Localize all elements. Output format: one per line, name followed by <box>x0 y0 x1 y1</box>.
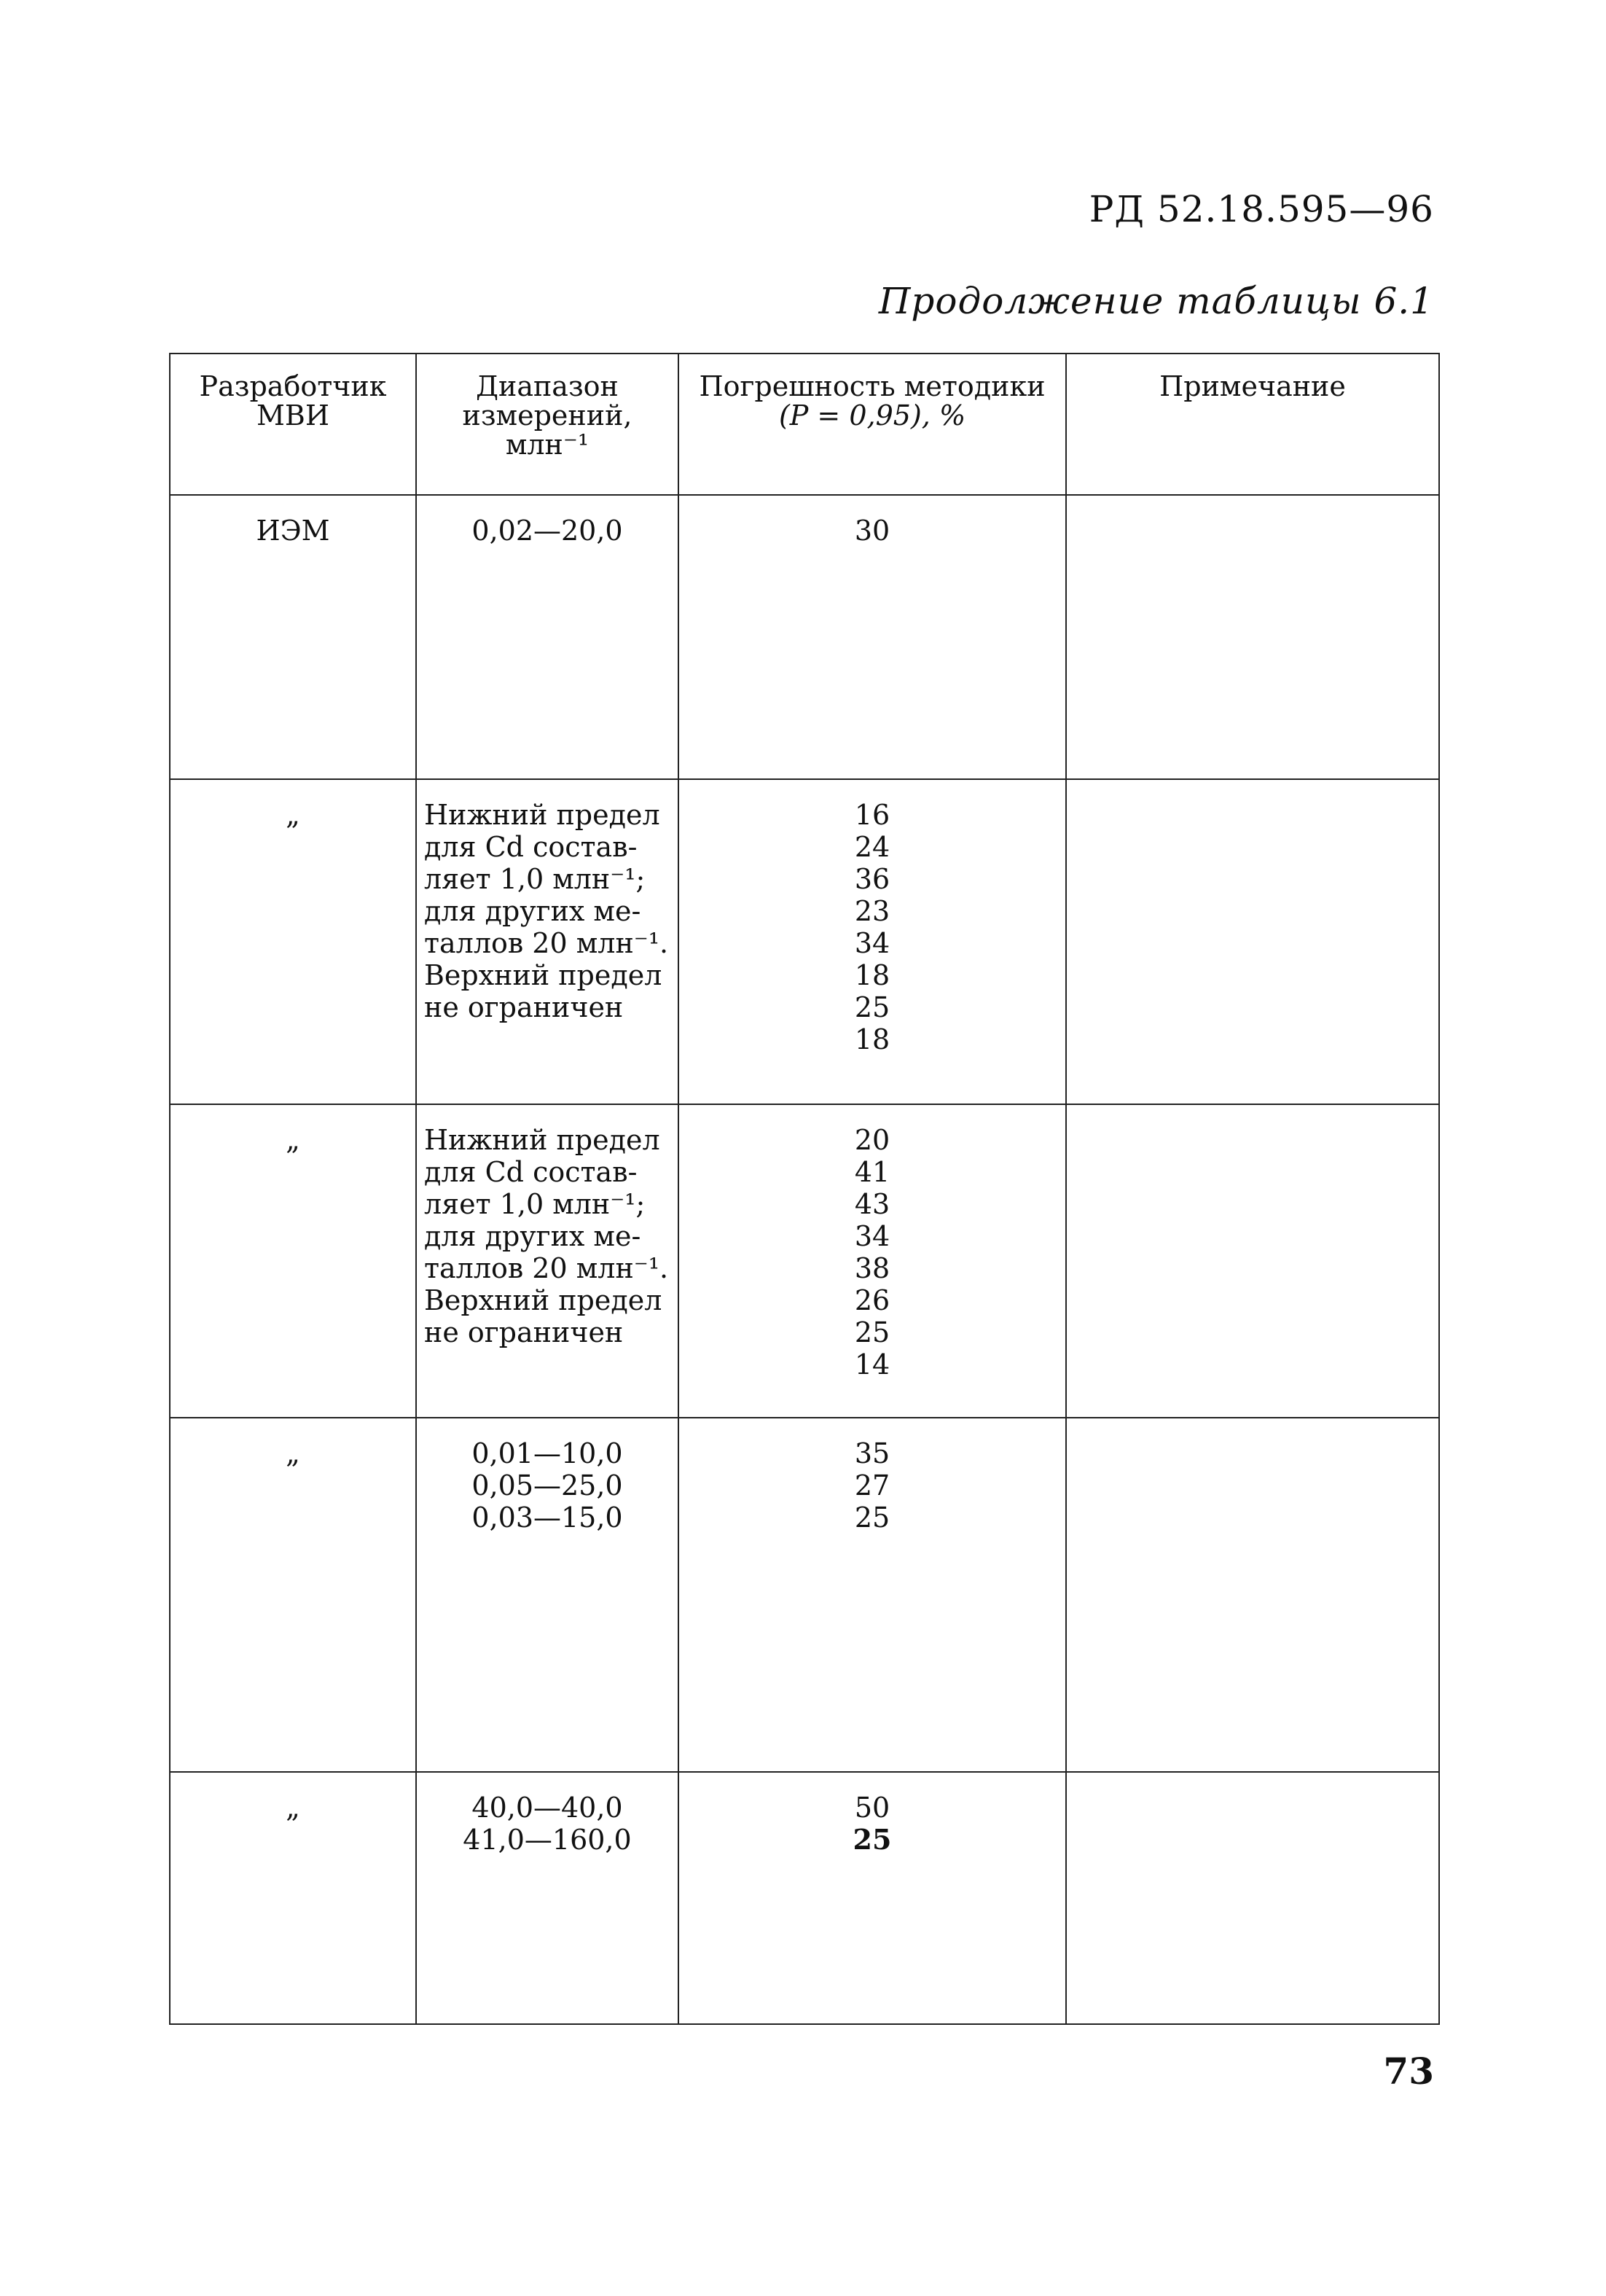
error-value: 36 <box>854 863 890 895</box>
header-line: МВИ <box>256 399 329 432</box>
error-value: 14 <box>854 1348 890 1381</box>
error-value: 30 <box>854 515 890 547</box>
note-cell <box>1066 1772 1439 2024</box>
column-header-range <box>416 354 678 495</box>
range-line: для других ме- <box>424 895 641 927</box>
error-value: 41 <box>854 1156 890 1188</box>
developer-cell <box>170 495 416 779</box>
header-line: Погрешность методики <box>699 370 1046 402</box>
header-line: Диапазон <box>476 370 619 402</box>
error-value: 24 <box>854 831 890 863</box>
range-line: ляет 1,0 млн⁻¹; <box>424 1188 646 1220</box>
developer-cell <box>170 1104 416 1418</box>
ditto-mark: „ <box>286 1124 300 1156</box>
error-value: 18 <box>854 1023 890 1055</box>
error-value: 25 <box>854 1316 890 1348</box>
error-value: 34 <box>854 1220 890 1252</box>
developer-cell <box>170 779 416 1104</box>
error-cell <box>678 1104 1066 1418</box>
range-cell <box>416 1104 678 1418</box>
range-cell <box>416 1418 678 1772</box>
header-line: Разработчик <box>199 370 387 402</box>
developer-cell <box>170 1772 416 2024</box>
developer-cell <box>170 1418 416 1772</box>
range-line: 0,02—20,0 <box>471 515 623 547</box>
error-value: 20 <box>854 1124 890 1156</box>
range-line: для Cd состав- <box>424 831 638 863</box>
error-value: 35 <box>854 1437 890 1469</box>
range-line: не ограничен <box>424 991 624 1023</box>
header-line: (P = 0,95), % <box>778 399 966 432</box>
range-line: не ограничен <box>424 1316 624 1348</box>
error-value: 25 <box>854 991 890 1023</box>
error-value: 43 <box>854 1188 890 1220</box>
error-cell <box>678 1418 1066 1772</box>
range-line: ляет 1,0 млн⁻¹; <box>424 863 646 895</box>
range-line: Верхний предел <box>424 1284 662 1316</box>
error-value: 25 <box>854 1502 890 1534</box>
table-row <box>170 1418 1439 1772</box>
document-code: РД 52.18.595—96 <box>1089 188 1434 230</box>
page-number: 73 <box>1383 2050 1434 2093</box>
data-table <box>169 353 1440 2025</box>
range-line: таллов 20 млн⁻¹. <box>424 1252 669 1284</box>
ditto-mark: „ <box>286 1792 300 1824</box>
range-line: Верхний предел <box>424 959 662 991</box>
range-line: 0,05—25,0 <box>471 1469 623 1502</box>
error-value: 34 <box>854 927 890 959</box>
error-value: 18 <box>854 959 890 991</box>
table-row <box>170 779 1439 1104</box>
range-line: 0,03—15,0 <box>471 1502 623 1534</box>
error-cell <box>678 495 1066 779</box>
range-line: 41,0—160,0 <box>463 1824 632 1856</box>
error-value: 26 <box>854 1284 890 1316</box>
ditto-mark: „ <box>286 799 300 831</box>
error-cell <box>678 779 1066 1104</box>
range-cell <box>416 779 678 1104</box>
range-line: Нижний предел <box>424 799 660 831</box>
error-value: 27 <box>854 1469 890 1502</box>
range-line: для других ме- <box>424 1220 641 1252</box>
note-cell <box>1066 1104 1439 1418</box>
range-line: 0,01—10,0 <box>471 1437 623 1469</box>
developer-value: ИЭМ <box>256 515 330 547</box>
ditto-mark: „ <box>286 1437 300 1469</box>
range-line: 40,0—40,0 <box>471 1792 623 1824</box>
note-cell <box>1066 1418 1439 1772</box>
header-line: Примечание <box>1159 370 1346 402</box>
table-row <box>170 1104 1439 1418</box>
table-header-row <box>170 354 1439 495</box>
error-cell <box>678 1772 1066 2024</box>
note-cell <box>1066 495 1439 779</box>
error-value: 23 <box>854 895 890 927</box>
header-line: млн⁻¹ <box>505 429 589 461</box>
range-cell <box>416 495 678 779</box>
range-cell <box>416 1772 678 2024</box>
table-row <box>170 495 1439 779</box>
error-value: 25 <box>853 1823 892 1856</box>
table-row <box>170 1772 1439 2024</box>
note-cell <box>1066 779 1439 1104</box>
range-line: для Cd состав- <box>424 1156 638 1188</box>
error-value: 16 <box>854 799 890 831</box>
column-header-developer <box>170 354 416 495</box>
table-caption: Продолжение таблицы 6.1 <box>878 280 1434 322</box>
header-line: измерений, <box>462 399 632 432</box>
error-value: 50 <box>854 1792 890 1824</box>
column-header-note <box>1066 354 1439 495</box>
error-value: 38 <box>854 1252 890 1284</box>
range-line: таллов 20 млн⁻¹. <box>424 927 669 959</box>
column-header-error <box>678 354 1066 495</box>
range-line: Нижний предел <box>424 1124 660 1156</box>
